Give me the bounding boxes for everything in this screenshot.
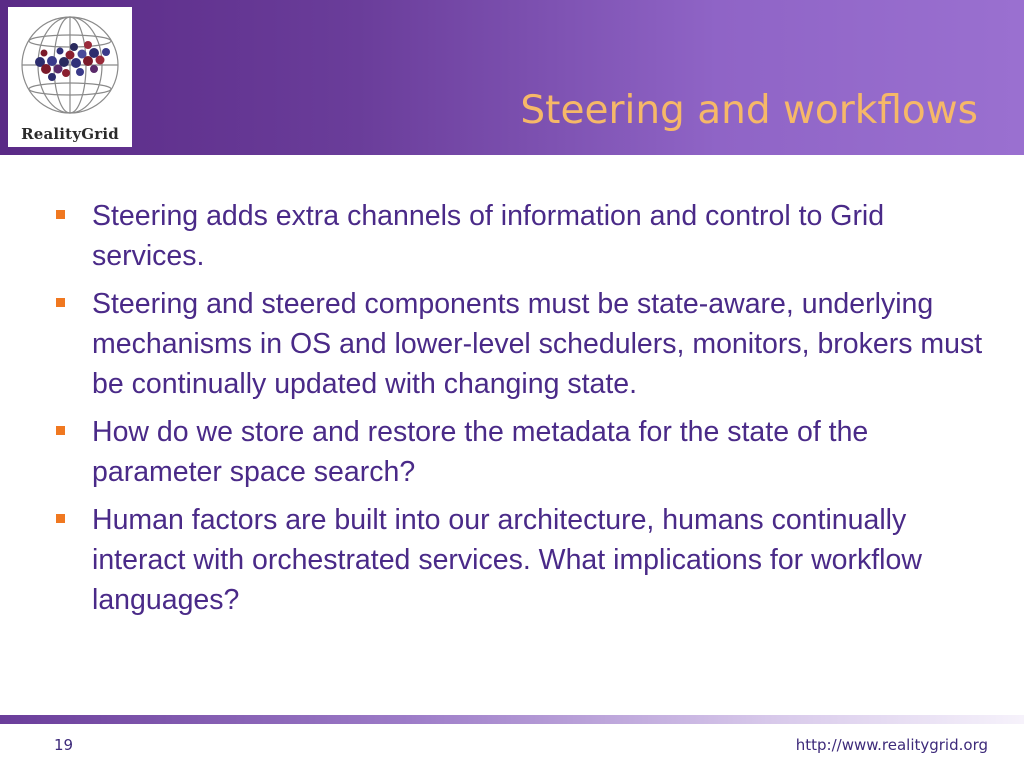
logo-text: RealityGrid — [21, 125, 119, 143]
bullet-item — [52, 412, 987, 492]
footer-band — [0, 715, 1024, 724]
bullet-item — [52, 500, 987, 620]
globe-molecule-icon — [8, 7, 132, 127]
slide-number: 19 — [54, 736, 74, 754]
footer-url[interactable]: http://www.realitygrid.org — [795, 736, 988, 754]
bullet-list — [52, 196, 987, 628]
bullet-item — [52, 284, 987, 404]
square-bullet-icon — [56, 210, 65, 219]
bullet-item — [52, 196, 987, 276]
slide-title: Steering and workflows — [520, 88, 978, 133]
square-bullet-icon — [56, 298, 65, 307]
bullet-text: Steering adds extra channels of information and control to Grid services. — [92, 200, 885, 272]
square-bullet-icon — [56, 426, 65, 435]
square-bullet-icon — [56, 514, 65, 523]
bullet-text: Human factors are built into our architecture, humans continually interact with orchestrated services. What implications for workflow languages? — [92, 504, 922, 616]
bullet-text: Steering and steered components must be state-aware, underlying mechanisms in OS and lower-level schedulers, monitors, brokers must be continually updated with changing state. — [92, 288, 983, 400]
realitygrid-logo — [8, 7, 132, 147]
bullet-text: How do we store and restore the metadata for the state of the parameter space search? — [92, 416, 869, 488]
